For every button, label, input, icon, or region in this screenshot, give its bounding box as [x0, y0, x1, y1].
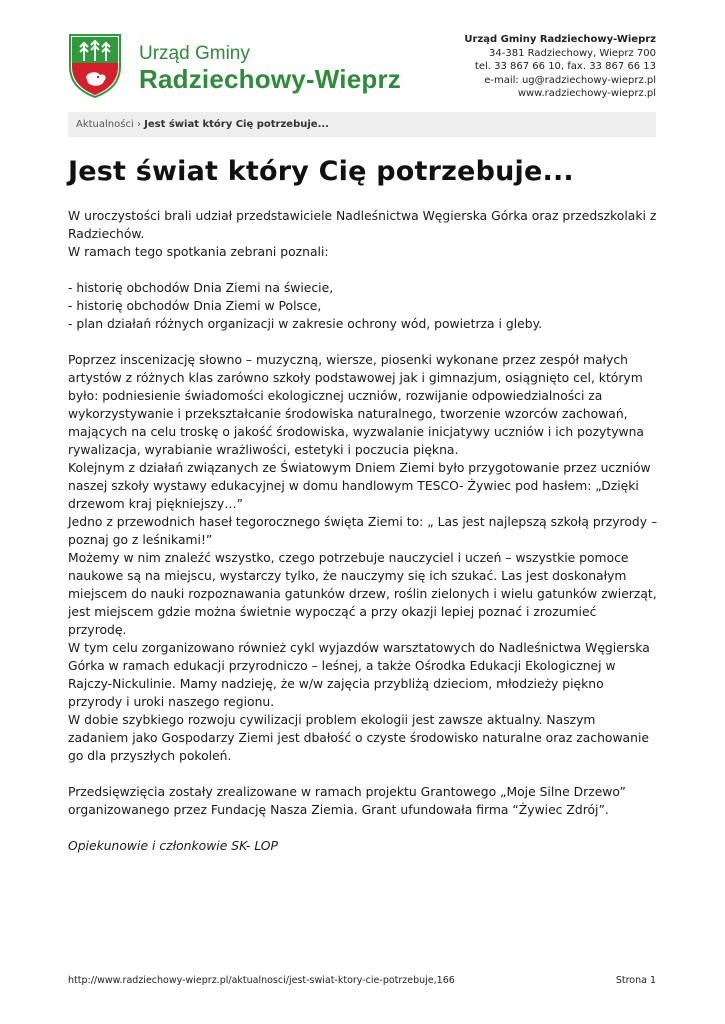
paragraph-spacer — [68, 765, 658, 783]
breadcrumb-current: Jest świat który Cię potrzebuje... — [144, 119, 329, 130]
coat-of-arms-icon — [68, 33, 122, 99]
breadcrumb-separator: › — [136, 119, 141, 130]
contact-name: Urząd Gminy Radziechowy-Wieprz — [464, 34, 656, 45]
footer-url: http://www.radziechowy-wieprz.pl/aktualnosci/jest-swiat-ktory-cie-potrzebuje,166 — [68, 975, 455, 986]
contact-block — [464, 33, 656, 101]
article-paragraph: Poprzez inscenizację słowno – muzyczną, wiersze, piosenki wykonane przez zespół małych artystów z różnych klas zarówno szkoły podstawowej jak i gimnazjum, osiągnięto cel, którym było: podniesienie świadomości ekologicznej uczniów, rozwijanie odpowiedzialności za wykorzystywanie i przekształcanie środowiska naturalnego, tworzenie wzorców zachowań, mających na celu troskę o jakość środowiska, wyzwalanie inicjatywy uczniów i ich pozytywna rywalizacja, wyrabianie wrażliwości, estetyki i poczucia piękna. — [68, 353, 644, 457]
page-header — [68, 33, 658, 103]
contact-address: 34-381 Radziechowy, Wieprz 700 — [489, 47, 656, 59]
page-title: Jest świat który Cię potrzebuje... — [68, 156, 574, 187]
contact-email[interactable]: e-mail: ug@radziechowy-wieprz.pl — [484, 74, 656, 86]
article-paragraph: Możemy w nim znaleźć wszystko, czego potrzebuje nauczyciel i uczeń – wszystkie pomoce naukowe są na miejscu, wystarczy tylko, że nauczymy się ich szukać. Las jest doskonałym miejscem do nauki rozpoznawania gatunków drzew, roślin zielonych i wielu gatunków zwierząt, jest miejscem gdzie można świetnie wypocząć a przy okazji lepiej poznać i zrozumieć przyrodę. — [68, 551, 657, 637]
article-paragraph: Jedno z przewodnich haseł tegorocznego święta Ziemi to: „ Las jest najlepszą szkołą przyrody – poznaj go z leśnikami!” — [68, 515, 658, 547]
article-paragraph: Przedsięwzięcia zostały zrealizowane w ramach projektu Grantowego „Moje Silne Drzewo” organizowanego przez Fundację Nasza Ziemia. Grant ufundowała firma “Żywiec Zdrój”. — [68, 785, 626, 817]
contact-phone: tel. 33 867 66 10, fax. 33 867 66 13 — [474, 61, 656, 72]
page-footer — [68, 975, 656, 986]
contact-website[interactable]: www.radziechowy-wieprz.pl — [517, 88, 656, 99]
paragraph-spacer — [68, 819, 658, 837]
article-paragraph: W dobie szybkiego rozwoju cywilizacji problem ekologii jest zawsze aktualny. Naszym zadaniem jako Gospodarzy Ziemi jest dbałość o czyste środowisko naturalne oraz zachowanie go dla przyszłych pokoleń. — [68, 713, 649, 763]
logo-text-line2: Radziechowy-Wieprz — [139, 64, 401, 94]
article-body — [68, 207, 658, 855]
article-paragraph: - historię obchodów Dnia Ziemi na świecie, — [68, 281, 334, 295]
page-number: Strona 1 — [615, 975, 656, 986]
breadcrumb — [68, 112, 656, 137]
article-paragraph: W uroczystości brali udział przedstawiciele Nadleśnictwa Węgierska Górka oraz przedszkolaki z Radziechów. — [68, 209, 657, 241]
logo-text-line1: Urząd Gminy — [139, 43, 250, 64]
article-paragraph: W ramach tego spotkania zebrani poznali: — [68, 245, 329, 259]
paragraph-spacer — [68, 261, 658, 279]
article-paragraph: - plan działań różnych organizacji w zakresie ochrony wód, powietrza i gleby. — [68, 317, 543, 331]
article-paragraph: - historię obchodów Dnia Ziemi w Polsce, — [68, 299, 322, 313]
article-signature: Opiekunowie i członkowie SK- LOP — [68, 839, 278, 853]
breadcrumb-parent-link[interactable]: Aktualności — [76, 119, 134, 130]
paragraph-spacer — [68, 333, 658, 351]
article-paragraph: W tym celu zorganizowano również cykl wyjazdów warsztatowych do Nadleśnictwa Węgierska Górka w ramach edukacji przyrodniczo – leśnej, a także Ośrodka Edukacji Ekologicznej w Rajczy-Nickulinie. Mamy nadzieję, że w/w zajęcia przybliżą dzieciom, młodzieży piękno przyrody i uroki naszego regionu. — [68, 641, 650, 709]
article-paragraph: Kolejnym z działań związanych ze Światowym Dniem Ziemi było przygotowanie przez uczniów naszej szkoły wystawy edukacyjnej w domu handlowym TESCO- Żywiec pod hasłem: „Dzięki drzewom kraj piękniejszy…” — [68, 461, 651, 511]
